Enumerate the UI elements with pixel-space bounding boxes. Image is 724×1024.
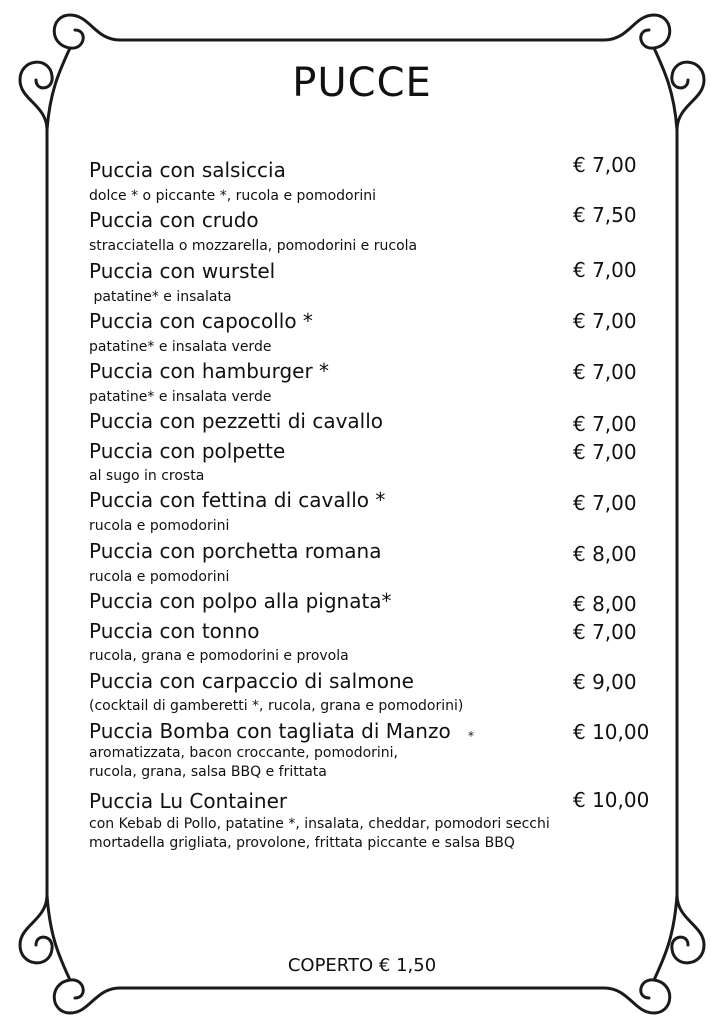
- item-name: Puccia con carpaccio di salmone: [89, 669, 414, 693]
- item-name: Puccia con polpo alla pignata*: [89, 589, 392, 613]
- item-name: Puccia Lu Container: [89, 789, 288, 813]
- item-star: *: [468, 729, 474, 743]
- item-name: Puccia con crudo: [89, 208, 259, 232]
- item-name: Puccia con pezzetti di cavallo: [89, 409, 384, 433]
- item-price: € 7,00: [573, 309, 637, 333]
- item-description: dolce * o piccante *, rucola e pomodorini: [89, 188, 377, 204]
- item-description: al sugo in crosta: [89, 468, 205, 484]
- item-price: € 10,00: [573, 788, 650, 812]
- item-price: € 7,00: [573, 258, 637, 282]
- item-name: Puccia Bomba con tagliata di Manzo: [89, 719, 451, 743]
- item-description: (cocktail di gamberetti *, rucola, grana e pomodorini): [89, 698, 464, 714]
- item-price: € 7,00: [573, 153, 637, 177]
- item-price: € 7,00: [573, 360, 637, 384]
- item-price: € 7,50: [573, 203, 637, 227]
- item-price: € 7,00: [573, 412, 637, 436]
- item-name: Puccia con wurstel: [89, 259, 276, 283]
- item-price: € 8,00: [573, 592, 637, 616]
- item-description: patatine* e insalata: [89, 289, 232, 305]
- cover-charge: COPERTO € 1,50: [287, 955, 437, 976]
- item-description: rucola e pomodorini: [89, 518, 230, 534]
- item-price: € 7,00: [573, 620, 637, 644]
- item-description: rucola e pomodorini: [89, 569, 230, 585]
- item-name: Puccia con fettina di cavallo *: [89, 488, 386, 512]
- item-price: € 10,00: [573, 720, 650, 744]
- item-name: Puccia con capocollo *: [89, 309, 313, 333]
- item-name: Puccia con polpette: [89, 439, 286, 463]
- item-description: patatine* e insalata verde: [89, 389, 272, 405]
- item-name: Puccia con tonno: [89, 619, 260, 643]
- item-name: Puccia con salsiccia: [89, 158, 286, 182]
- item-description: patatine* e insalata verde: [89, 339, 272, 355]
- item-price: € 7,00: [573, 440, 637, 464]
- item-name: Puccia con hamburger *: [89, 359, 330, 383]
- item-price: € 9,00: [573, 670, 637, 694]
- item-description: con Kebab di Pollo, patatine *, insalata, cheddar, pomodori secchi mortadella grigliata, provolone, frittata piccante e salsa BBQ: [89, 816, 550, 851]
- item-price: € 8,00: [573, 542, 637, 566]
- item-price: € 7,00: [573, 491, 637, 515]
- item-description: rucola, grana e pomodorini e provola: [89, 648, 349, 664]
- item-description: stracciatella o mozzarella, pomodorini e rucola: [89, 238, 418, 254]
- item-name: Puccia con porchetta romana: [89, 539, 382, 563]
- page-title: PUCCE: [292, 60, 432, 106]
- item-description: aromatizzata, bacon croccante, pomodorini, rucola, grana, salsa BBQ e frittata: [89, 745, 399, 780]
